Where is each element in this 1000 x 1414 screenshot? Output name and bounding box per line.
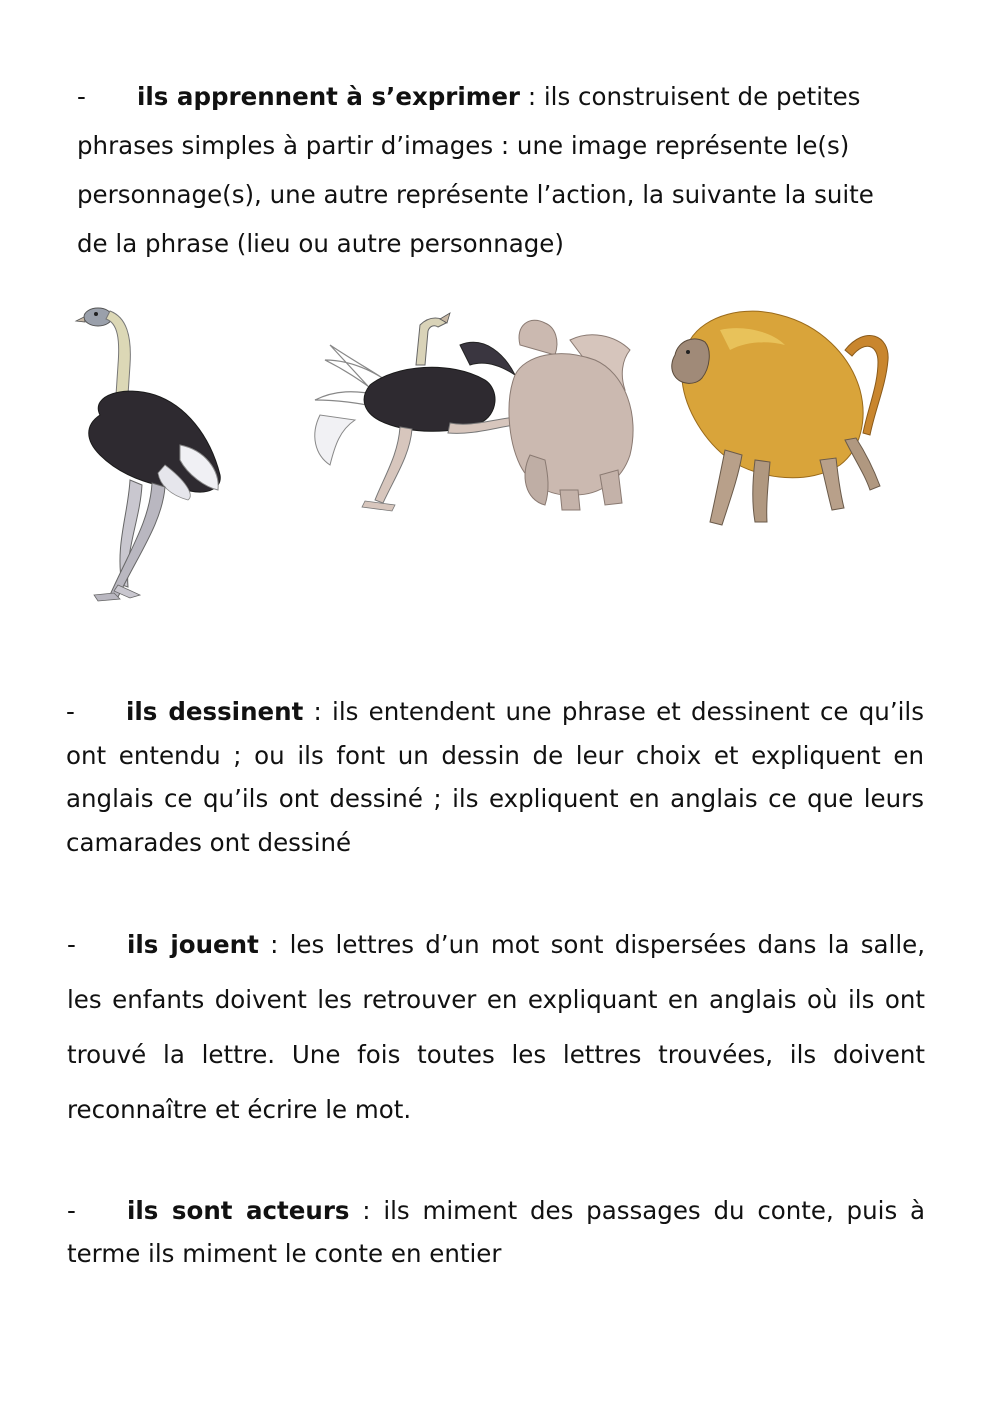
- paragraph-draw: [66, 690, 924, 864]
- term-play: ils jouent: [127, 930, 259, 959]
- term-act: ils sont acteurs: [127, 1196, 350, 1225]
- ostrich-illustration: [70, 295, 240, 615]
- term-express: ils apprennent à s’exprimer: [137, 82, 521, 111]
- ostrich-kicking-elephant-illustration: [300, 305, 650, 525]
- bullet-dash: -: [67, 1196, 76, 1225]
- paragraph-text: : ils construisent de petites phrases simples à partir d’images : une image représente le(s) personnage(s), une autre représente l’action, la suivante la suite de la phrase (lieu ou autre personnage): [77, 82, 874, 258]
- paragraph-text: : ils entendent une phrase et dessinent ce qu’ils ont entendu ; ou ils font un dessin de leur choix et expliquent en anglais ce qu’ils ont dessiné ; ils expliquent en anglais ce que leurs camarades ont dessiné: [66, 697, 924, 857]
- paragraph-play: [67, 917, 925, 1137]
- bullet-dash: -: [77, 82, 86, 111]
- paragraph-text: : les lettres d’un mot sont dispersées dans la salle, les enfants doivent les retrouver en expliquant en anglais où ils ont trouvé la lettre. Une fois toutes les lettres trouvées, ils doivent reconnaître et écrire le mot.: [67, 930, 925, 1124]
- baboon-illustration: [660, 300, 895, 535]
- paragraph-text: : ils miment des passages du conte, puis à terme ils miment le conte en entier: [67, 1196, 926, 1268]
- term-draw: ils dessinent: [126, 697, 304, 726]
- paragraph-act: [67, 1189, 925, 1275]
- bullet-dash: -: [66, 697, 75, 726]
- bullet-dash: -: [67, 930, 76, 959]
- paragraph-express: [77, 72, 877, 268]
